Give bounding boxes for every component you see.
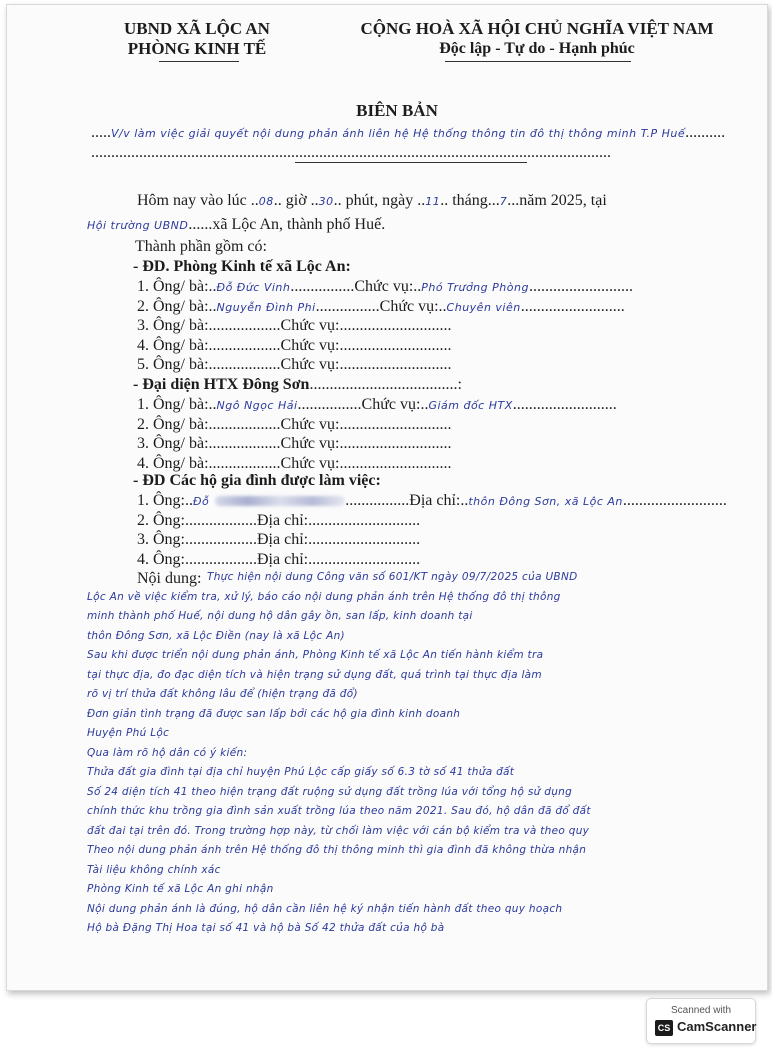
redacted-name: [215, 496, 345, 506]
content-line: chính thức khu trồng gia đình sản xuất trồng lúa theo năm 2021. Sau đó, hộ dân đã đổ đất: [87, 805, 591, 817]
content-line: rõ vị trí thửa đất không lâu để (hiện trạng đã đổ): [87, 688, 358, 700]
participant-row: 4. Ông:..................Địa chỉ:............................: [137, 550, 421, 568]
row-second-handwritten: Giám đốc HTX: [428, 399, 513, 412]
participant-row: 3. Ông:..................Địa chỉ:............................: [137, 531, 421, 548]
intro-year-label: năm 2025, tại: [519, 192, 607, 209]
row-second-label: Địa chỉ:: [257, 550, 309, 568]
scanned-with-text: Scanned with: [670, 1005, 732, 1016]
row-second-handwritten: thôn Đông Sơn, xã Lộc An: [468, 495, 623, 508]
row-label: 3. Ông/ bà:: [137, 435, 209, 452]
participant-row: 2. Ông:..................Địa chỉ:............................: [137, 511, 421, 529]
row-name-handwritten: Đỗ Đức Vinh: [216, 281, 291, 294]
camscanner-logo-icon: CS: [655, 1020, 673, 1036]
intro-minute: 30: [318, 195, 334, 208]
department-name: PHÒNG KINH TẾ: [127, 39, 267, 58]
content-line: Thực hiện nội dung Công văn số 601/KT ngày 09/7/2025 của UBND: [207, 571, 578, 583]
row-second-label: Chức vụ:: [280, 356, 340, 373]
participants-label: Thành phần gồm có:: [135, 238, 267, 255]
camscanner-name: CamScanner: [677, 1019, 757, 1034]
row-label: 5. Ông/ bà:: [137, 356, 209, 373]
title-rule: [295, 162, 527, 163]
participant-row: 1. Ông/ bà:..Ngô Ngọc Hải................Chức vụ:..Giám đốc HTX..........................: [137, 396, 617, 413]
content-line: Theo nội dung phản ánh trên Hệ thống đô thị thông minh thì gia đình đã không thừa nhận: [87, 844, 587, 856]
document-title: BIÊN BẢN: [356, 101, 438, 120]
participant-row: 2. Ông/ bà:..................Chức vụ:............................: [137, 415, 452, 433]
subject-line: .....V/v làm việc giải quyết nội dung phản ánh liên hệ Hệ thống thông tin đô thị thông minh T.P Huế..........: [91, 124, 726, 141]
participant-row: 3. Ông/ bà:..................Chức vụ:............................: [137, 317, 452, 334]
intro-day-label: tháng: [452, 192, 488, 209]
motto: Độc lập - Tự do - Hạnh phúc: [439, 40, 635, 57]
section-coop-title-line: - Đại diện HTX Đông Sơn.....................................:: [133, 376, 462, 393]
intro-place-suffix: xã Lộc An, thành phố Huế.: [212, 216, 386, 233]
row-second-label: Địa chỉ:: [257, 531, 309, 548]
intro-hour-label: giờ: [285, 192, 307, 209]
content-line: Đơn giản tình trạng đã được san lấp bởi các hộ gia đình kinh doanh: [87, 707, 461, 720]
content-line: minh thành phố Huế, nội dung hộ dân gây ồn, san lấp, kinh doanh tại: [87, 610, 473, 622]
intro-hour: 08: [258, 195, 274, 208]
row-second-label: Chức vụ:: [379, 297, 439, 315]
content-line: đất đai tại trên đó. Trong trường hợp này, từ chối làm việc với cán bộ kiểm tra và theo quy: [87, 824, 590, 837]
document-page: [6, 4, 768, 991]
participant-row: 5. Ông/ bà:..................Chức vụ:............................: [137, 356, 452, 373]
intro-month: 7: [499, 195, 508, 208]
row-second-handwritten: Phó Trưởng Phòng: [421, 281, 529, 294]
intro-place-handwritten: Hội trường UBND: [87, 219, 189, 232]
row-second-label: Địa chỉ:: [257, 511, 309, 529]
content-line: Thửa đất gia đình tại địa chỉ huyện Phú Lộc cấp giấy số 6.3 tờ số 41 thửa đất: [87, 766, 515, 778]
row-second-label: Địa chỉ:: [409, 492, 461, 509]
section-economic-dept-title: - ĐD. Phòng Kinh tế xã Lộc An:: [133, 258, 351, 275]
participant-row: 4. Ông/ bà:..................Chức vụ:............................: [137, 336, 452, 354]
row-label: 4. Ông/ bà:: [137, 336, 209, 354]
section-households-title: - ĐD Các hộ gia đình được làm việc:: [133, 472, 381, 489]
row-second-label: Chức vụ:: [361, 396, 421, 413]
row-label: 3. Ông/ bà:: [137, 317, 209, 334]
participant-row: 2. Ông/ bà:..Nguyễn Đình Phi................Chức vụ:..Chuyên viên..........................: [137, 297, 625, 315]
camscanner-badge: [646, 998, 756, 1044]
right-header-rule: [445, 61, 631, 62]
row-label: 2. Ông/ bà:: [137, 415, 209, 433]
participant-row: 4. Ông/ bà:..................Chức vụ:............................: [137, 454, 452, 472]
row-second-label: Chức vụ:: [280, 435, 340, 452]
country-name: CỘNG HOÀ XÃ HỘI CHỦ NGHĨA VIỆT NAM: [360, 19, 714, 38]
intro-prefix: Hôm nay vào lúc: [137, 192, 247, 209]
row-label: 4. Ông/ bà:: [137, 454, 209, 472]
intro-minute-label: phút, ngày: [345, 192, 414, 209]
row-name-handwritten: Đỗ: [193, 495, 210, 508]
content-line: Hộ bà Đặng Thị Hoa tại số 41 và hộ bà Số 42 thửa đất của hộ bà: [87, 922, 445, 934]
row-label: 1. Ông/ bà:: [137, 278, 209, 295]
participant-row: 1. Ông:..Đỗ ................Địa chỉ:..thôn Đông Sơn, xã Lộc An..........................: [137, 492, 727, 509]
content-line: Qua làm rõ hộ dân có ý kiến:: [87, 746, 248, 759]
section-coop-title: - Đại diện HTX Đông Sơn: [133, 376, 310, 393]
content-line: tại thực địa, đo đạc diện tích và hiện trạng sử dụng đất, quá trình tại thực địa làm: [87, 668, 542, 681]
row-label: 1. Ông/ bà:: [137, 396, 209, 413]
content-line: Tài liệu không chính xác: [87, 863, 221, 876]
intro-line-1: Hôm nay vào lúc ..08.. giờ ..30.. phút, ngày ..11.. tháng...7...năm 2025, tại: [137, 192, 607, 209]
content-line: Phòng Kinh tế xã Lộc An ghi nhận: [87, 883, 274, 895]
row-second-label: Chức vụ:: [280, 415, 340, 433]
row-label: 4. Ông:: [137, 550, 185, 568]
row-name-handwritten: Ngô Ngọc Hải: [216, 399, 298, 412]
row-second-label: Chức vụ:: [280, 336, 340, 354]
subject-dotted-line: ..................................................................................................................................: [91, 144, 611, 161]
participant-row: 3. Ông/ bà:..................Chức vụ:............................: [137, 435, 452, 452]
agency-name: UBND XÃ LỘC AN: [124, 19, 270, 38]
intro-day: 11: [425, 195, 441, 208]
row-label: 2. Ông/ bà:: [137, 297, 209, 315]
row-label: 2. Ông:: [137, 511, 185, 529]
row-second-label: Chức vụ:: [354, 278, 414, 295]
row-second-label: Chức vụ:: [280, 454, 340, 472]
intro-line-2: Hội trường UBND......xã Lộc An, thành phố Huế.: [87, 216, 386, 233]
participant-row: 1. Ông/ bà:..Đỗ Đức Vinh................Chức vụ:..Phó Trưởng Phòng..........................: [137, 278, 633, 295]
content-line: Lộc An về việc kiểm tra, xử lý, báo cáo nội dung phản ánh trên Hệ thống đô thị thông: [87, 590, 561, 603]
content-line: Số 24 diện tích 41 theo hiện trạng đất ruộng sử dụng đất trồng lúa với tổng hộ sử dụng: [87, 785, 573, 798]
row-label: 3. Ông:: [137, 531, 185, 548]
content-line: Sau khi được triển nội dung phản ánh, Phòng Kinh tế xã Lộc An tiến hành kiểm tra: [87, 649, 544, 661]
subject-handwritten: V/v làm việc giải quyết nội dung phản ánh liên hệ Hệ thống thông tin đô thị thông minh T.P Huế: [111, 127, 686, 140]
row-second-handwritten: Chuyên viên: [446, 300, 521, 314]
row-second-label: Chức vụ:: [280, 317, 340, 334]
row-name-handwritten: Nguyễn Đình Phi: [216, 300, 316, 314]
content-line: thôn Đông Sơn, xã Lộc Điền (nay là xã Lộc An): [87, 629, 345, 642]
row-label: 1. Ông:: [137, 492, 185, 509]
content-line: Huyện Phú Lộc: [87, 727, 170, 739]
content-label: Nội dung:: [137, 570, 202, 587]
left-header-rule: [159, 61, 239, 62]
content-line: Nội dung phản ánh là đúng, hộ dân cần liên hệ ký nhận tiến hành đất theo quy hoạch: [87, 902, 563, 915]
